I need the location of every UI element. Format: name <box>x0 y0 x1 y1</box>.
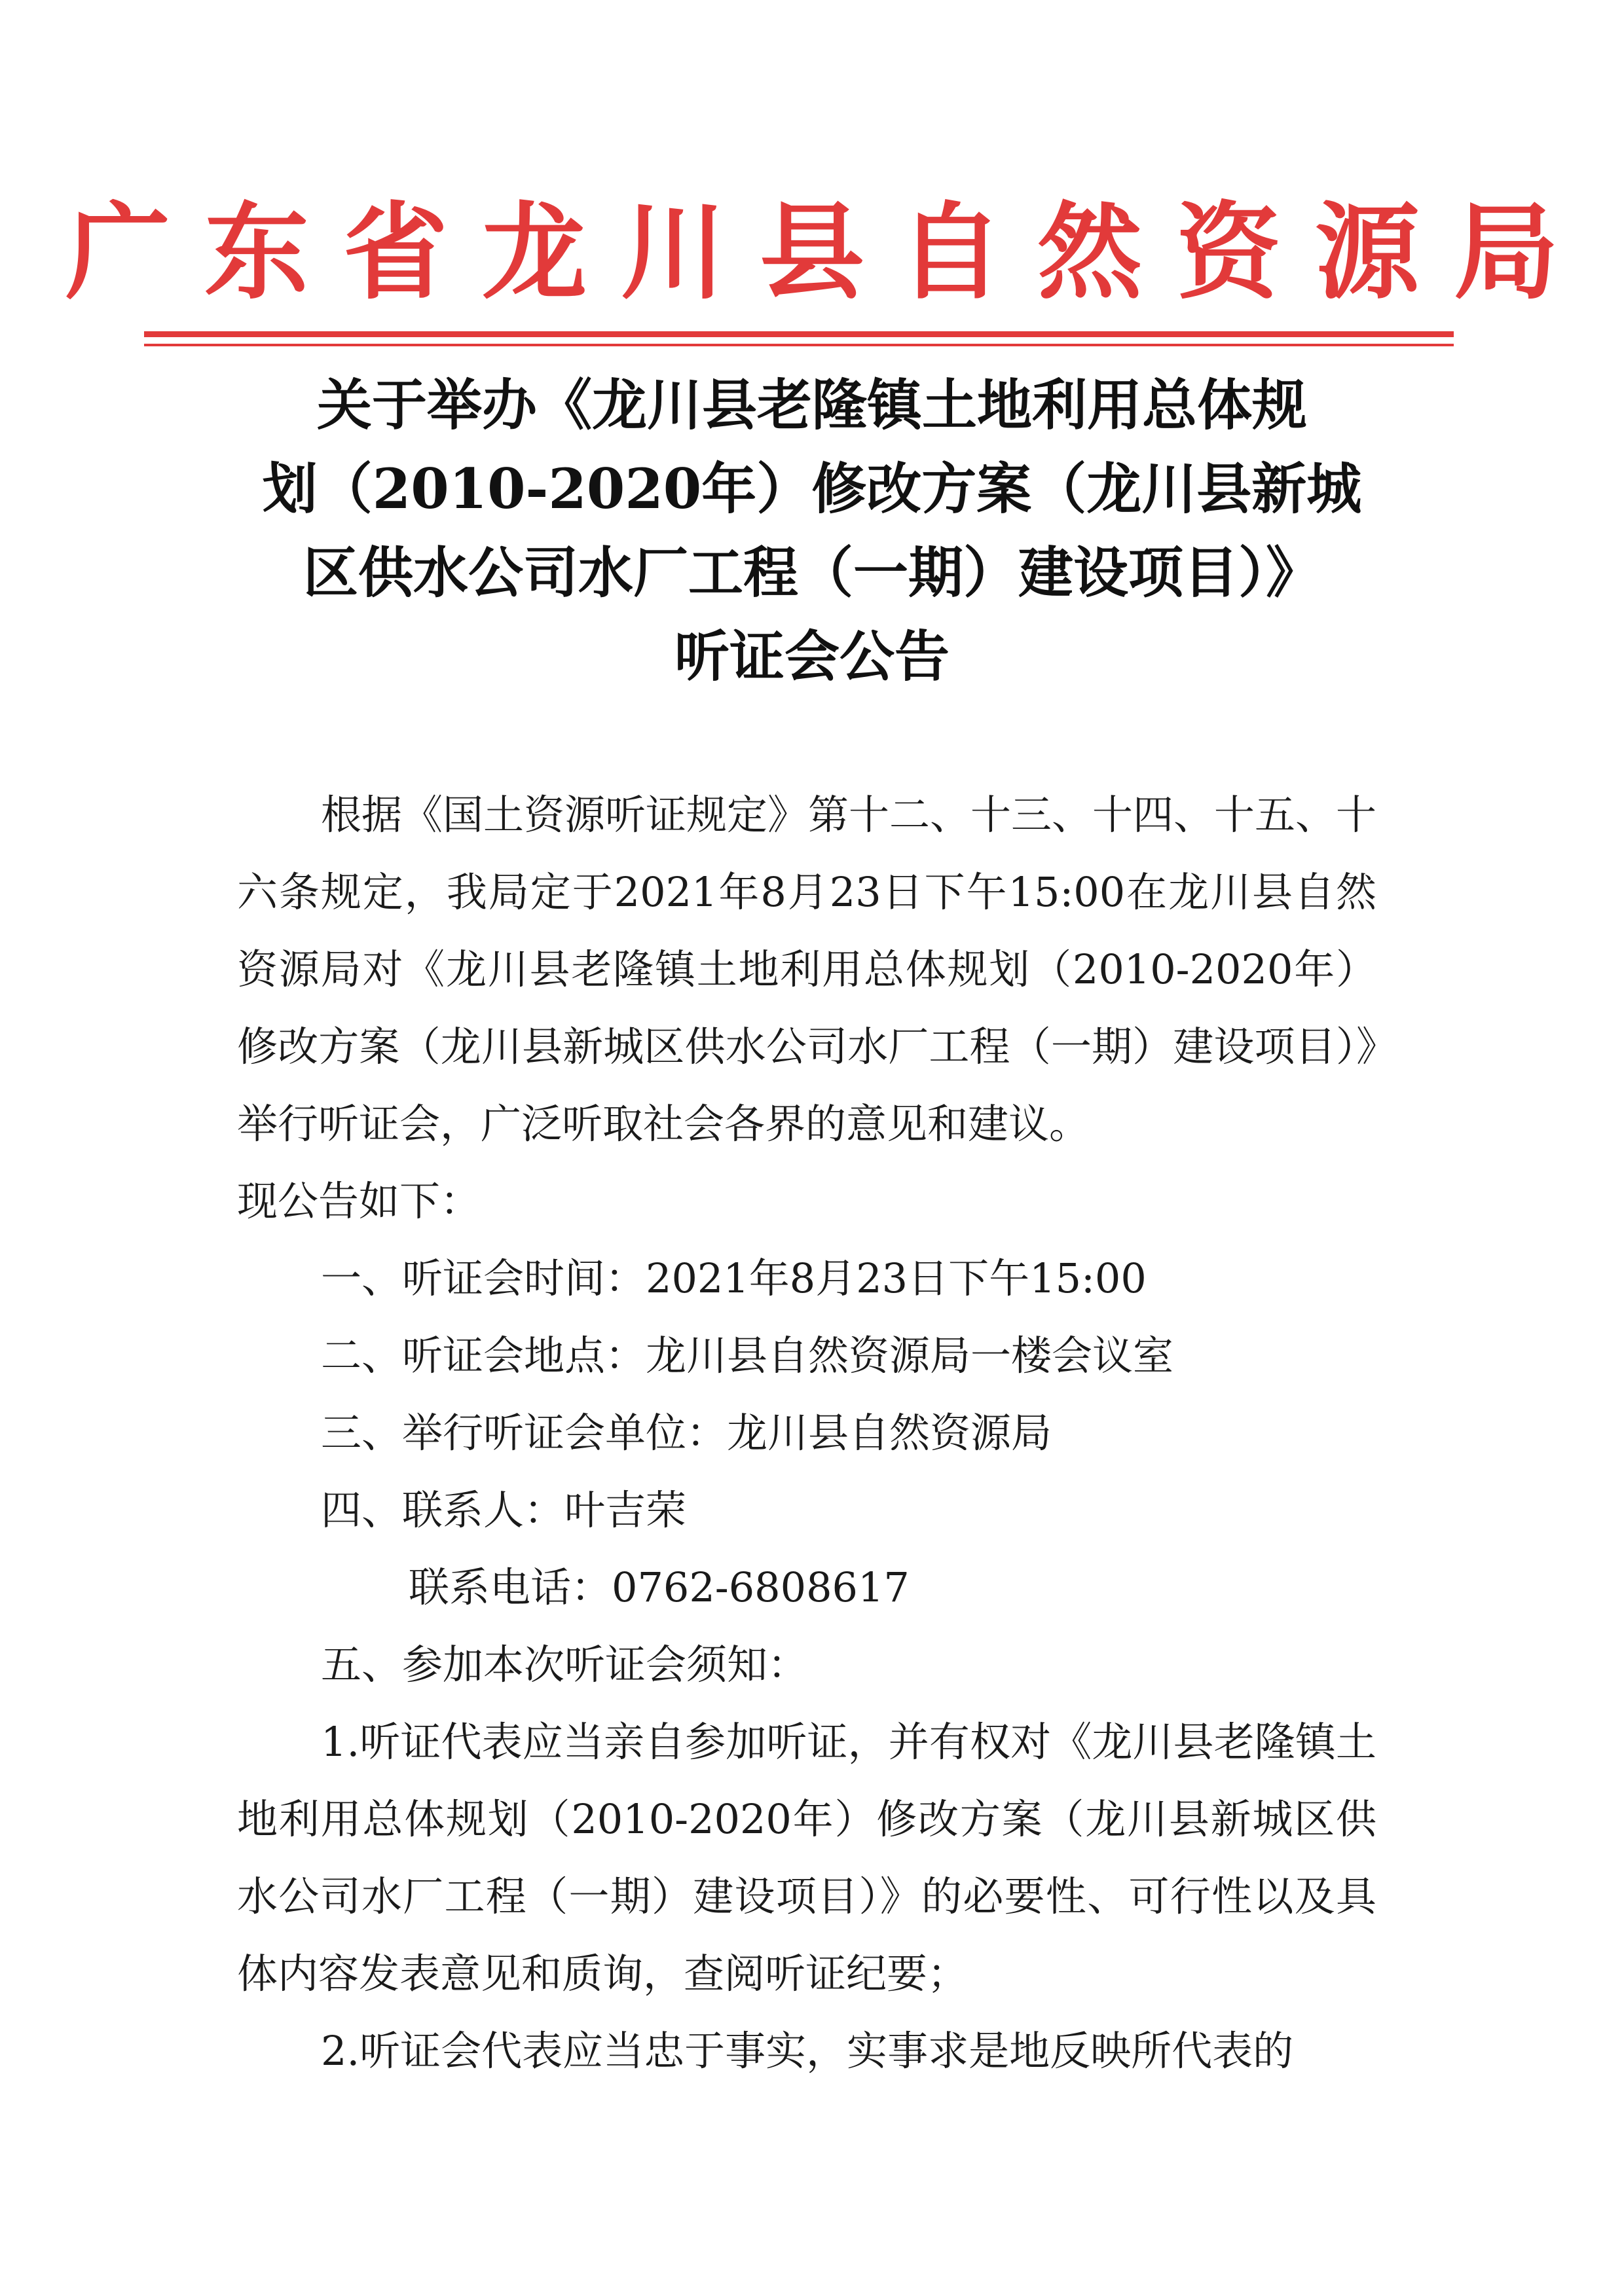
item-hearing-time: 一、听证会时间：2021年8月23日下午15:00 <box>321 1254 1147 1302</box>
item-hearing-location: 二、听证会地点：龙川县自然资源局一楼会议室 <box>321 1332 1174 1379</box>
item-contact-person: 四、联系人：叶吉荣 <box>321 1486 687 1534</box>
item-contact-phone: 联系电话：0762-6808617 <box>409 1563 910 1611</box>
note-1-paragraph: 1.听证代表应当亲自参加听证，并有权对《龙川县老隆镇土地利用总体规划（2010-2020年）修改方案（龙川县新城区供水公司水厂工程（一期）建设项目）》的必要性、可行性以及具体内容发表意见和质询，查阅听证纪要； <box>237 1718 1376 1997</box>
agency-name: 广东省龙川县自然资源局 <box>65 191 1593 314</box>
title-line-1: 关于举办《龙川县老隆镇土地利用总体规 <box>316 373 1307 437</box>
title-line-4: 听证会公告 <box>674 624 950 689</box>
title-line-3: 区供水公司水厂工程（一期）建设项目）》 <box>303 540 1321 605</box>
item-attendance-notes: 五、参加本次听证会须知： <box>321 1641 809 1688</box>
document-title <box>216 363 1408 699</box>
note-2-paragraph: 2.听证会代表应当忠于事实，实事求是地反映所代表的 <box>321 2027 1294 2075</box>
announce-line: 现公告如下： <box>237 1177 481 1225</box>
header-rule-thick <box>144 331 1454 337</box>
header-rule-thin <box>144 344 1454 346</box>
item-hosting-unit: 三、举行听证会单位：龙川县自然资源局 <box>321 1409 1052 1457</box>
intro-paragraph: 根据《国土资源听证规定》第十二、十三、十四、十五、十六条规定，我局定于2021年8月23日下午15:00在龙川县自然资源局对《龙川县老隆镇土地利用总体规划（2010-2020年）修改方案（龙川县新城区供水公司水厂工程（一期）建设项目）》举行听证会，广泛听取社会各界的意见和建议。 <box>237 791 1377 1148</box>
title-line-2: 划（2010-2020年）修改方案（龙川县新城 <box>262 456 1362 521</box>
document-body <box>237 776 1376 2090</box>
agency-header <box>65 177 1593 327</box>
